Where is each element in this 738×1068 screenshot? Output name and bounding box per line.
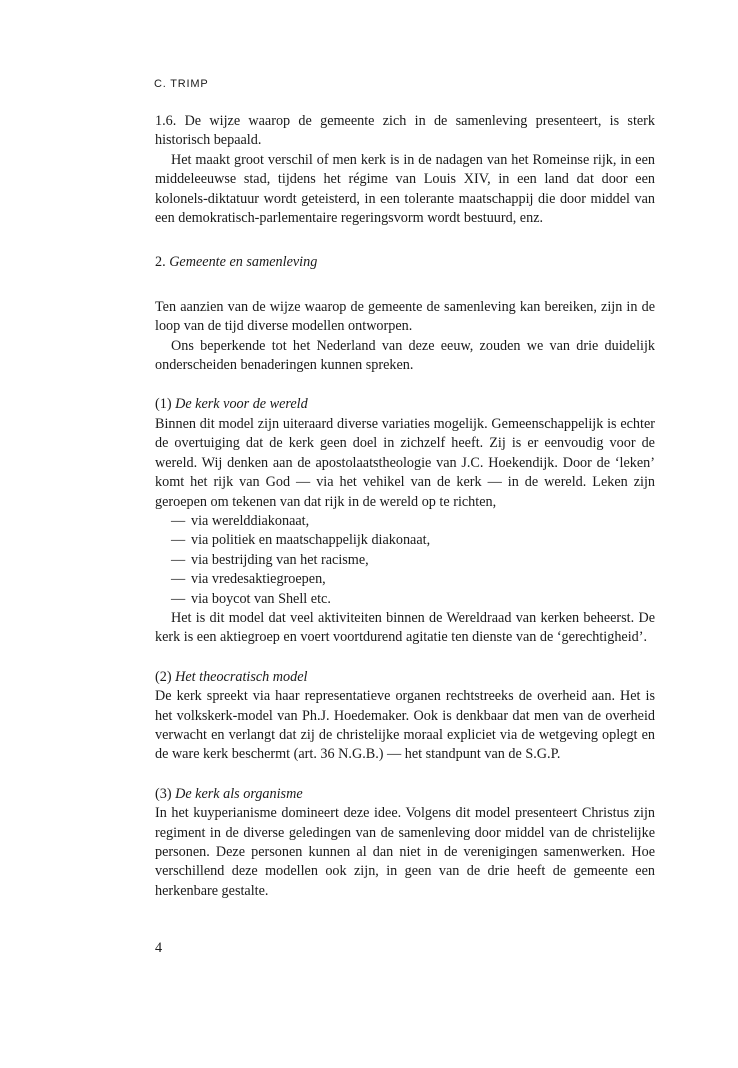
model-1-paragraph: Binnen dit model zijn uiteraard diverse variaties mogelijk. Gemeenschappelijk is echter de overtuiging dat de kerk geen doel in zichzelf heeft. Zij is er eenvoudig voor de wereld. Wij denken aan de apostolaatstheologie van J.C. Hoekendijk. Door de ‘leken’ komt het rijk van God — via het vehikel van de kerk — in de wereld. Leken zijn geroepen om tekenen van dat rijk in de wereld op te richten, xyxy=(155,415,655,510)
section-heading xyxy=(155,253,655,272)
dash-bullet: — xyxy=(171,551,186,568)
section-title: Gemeente en samenleving xyxy=(169,254,318,271)
model-1-number: (1) xyxy=(155,396,172,413)
list-item-text: via bestrijding van het racisme, xyxy=(191,551,369,568)
list-item xyxy=(171,590,655,609)
list-item-text: via werelddiakonaat, xyxy=(191,512,310,529)
paragraph-section-2-cont: Ons beperkende tot het Nederland van deze eeuw, zouden we van drie duidelijk onderscheiden benaderingen kunnen spreken. xyxy=(155,337,655,374)
list-item xyxy=(171,512,655,531)
model-1-heading xyxy=(155,395,655,414)
list-item-text: via vredesaktiegroepen, xyxy=(191,571,326,588)
page-number: 4 xyxy=(155,940,163,956)
model-1-paragraph-cont: Het is dit model dat veel aktiviteiten binnen de Wereldraad van kerken beheerst. De kerk is een aktiegroep en voert voortdurend agitatie ten dienste van de ‘gerechtigheid’. xyxy=(155,609,655,646)
dash-bullet: — xyxy=(171,590,186,607)
model-3-number: (3) xyxy=(155,785,172,802)
list-item xyxy=(171,531,655,550)
dash-bullet: — xyxy=(171,571,186,588)
dash-bullet: — xyxy=(171,512,186,529)
list-item xyxy=(171,570,655,589)
list-item-text: via boycot van Shell etc. xyxy=(191,590,331,607)
list-item-text: via politiek en maatschappelijk diakonaat, xyxy=(191,532,431,549)
model-1-title: De kerk voor de wereld xyxy=(175,396,308,413)
model-2-heading xyxy=(155,668,655,687)
model-2-number: (2) xyxy=(155,668,172,685)
model-1-list xyxy=(155,512,655,609)
model-3-heading xyxy=(155,785,655,804)
model-3-paragraph: In het kuyperianisme domineert deze idee. Volgens dit model presenteert Christus zijn regiment in de diverse geledingen van de samenleving door middel van de christelijke personen. Deze personen kunnen al dan niet in de verenigingen samenwerken. Hoe verschillend deze modellen ook zijn, in geen van de drie heeft de gemeente een herkenbare gestalte. xyxy=(155,805,655,899)
body-text xyxy=(155,112,655,901)
model-2-title: Het theocratisch model xyxy=(175,668,308,685)
model-3-title: De kerk als organisme xyxy=(175,785,303,802)
running-head: C. TRIMP xyxy=(154,78,209,90)
paragraph-section-2: Ten aanzien van de wijze waarop de gemeente de samenleving kan bereiken, zijn in de loop van de tijd diverse modellen ontworpen. xyxy=(155,298,655,335)
paragraph-1-6-cont: Het maakt groot verschil of men kerk is in de nadagen van het Romeinse rijk, in een middeleeuwse stad, tijdens het régime van Louis XIV, in een land dat door een kolonels-diktatuur wordt geteisterd, in een tolerante maatschappij die door middel van een demokratisch-parlementaire regeringsvorm wordt bestuurd, enz. xyxy=(155,151,655,227)
model-2-paragraph: De kerk spreekt via haar representatieve organen rechtstreeks de overheid aan. Het is het volkskerk-model van Ph.J. Hoedemaker. Ook is denkbaar dat men van de overheid verwacht en verlangt dat zij de christelijke moraal expliciet via de wetgeving oplegt en de ware kerk beschermt (art. 36 N.G.B.) — het standpunt van de S.G.P. xyxy=(155,688,655,763)
dash-bullet: — xyxy=(171,532,186,549)
list-item xyxy=(171,551,655,570)
paragraph-1-6: 1.6. De wijze waarop de gemeente zich in de samenleving presenteert, is sterk historisch bepaald. xyxy=(155,113,655,149)
section-number: 2. xyxy=(155,254,166,271)
